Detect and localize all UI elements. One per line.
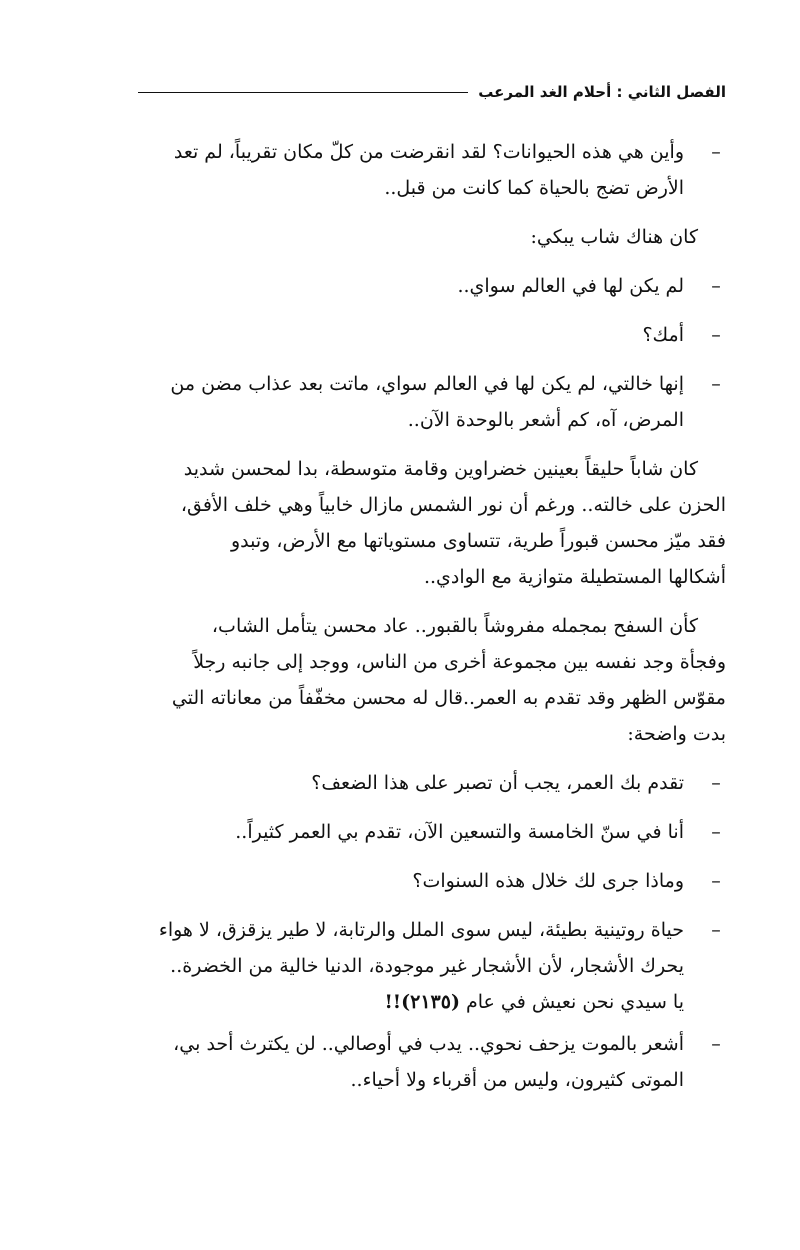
page-body: [72, 134, 726, 1111]
text-line: أمك؟: [642, 324, 684, 346]
year-bold: (٢١٣٥)!!: [384, 991, 460, 1013]
running-header: [72, 78, 726, 106]
chapter-title: الفصل الثاني : أحلام الغد المرعب: [478, 83, 726, 101]
text-line: كأن السفح بمجمله مفروشاً بالقبور.. عاد محسن يتأمل الشاب،: [211, 615, 698, 637]
dialogue-dash: –: [711, 919, 721, 941]
text-line: [72, 984, 684, 1020]
text-line: بدت واضحة:: [627, 723, 726, 745]
dialogue-line: [72, 912, 726, 1020]
text-line: حياة روتينية بطيئة، ليس سوى الملل والرتابة، لا طير يزقزق، لا هواء: [158, 919, 684, 941]
dialogue-line: [72, 268, 726, 304]
paragraph: [72, 219, 726, 255]
text-line: كان هناك شاب يبكي:: [530, 226, 698, 248]
text-line: فقد ميّز محسن قبوراً طرية، تتساوى مستوياتها مع الأرض، وتبدو: [231, 530, 726, 552]
text-line: وماذا جرى لك خلال هذه السنوات؟: [412, 870, 684, 892]
dialogue-line: [72, 317, 726, 353]
dialogue-line: [72, 134, 726, 206]
dialogue-line: [72, 1026, 726, 1098]
dialogue-dash: –: [711, 772, 721, 794]
text-line: مقوّس الظهر وقد تقدم به العمر..قال له محسن مخفّفاً من معاناته التي: [171, 687, 726, 709]
paragraph: [72, 608, 726, 752]
dialogue-dash: –: [711, 1033, 721, 1055]
paragraph: [72, 451, 726, 595]
text-line: يحرك الأشجار، لأن الأشجار غير موجودة، الدنيا خالية من الخضرة..: [170, 955, 684, 977]
dialogue-dash: –: [711, 373, 721, 395]
dialogue-dash: –: [711, 275, 721, 297]
text-line: الموتى كثيرون، وليس من أقرباء ولا أحياء..: [350, 1069, 684, 1091]
header-rule: [138, 92, 468, 93]
dialogue-dash: –: [711, 821, 721, 843]
text-line: وفجأة وجد نفسه بين مجموعة أخرى من الناس، ووجد إلى جانبه رجلاً: [193, 651, 726, 673]
dialogue-line: [72, 765, 726, 801]
text-line: الحزن على خالته.. ورغم أن نور الشمس مازال خابياً وهي خلف الأفق،: [180, 494, 726, 516]
dialogue-dash: –: [711, 870, 721, 892]
dialogue-dash: –: [711, 324, 721, 346]
text-line: لم يكن لها في العالم سواي..: [457, 275, 684, 297]
text-line: أشعر بالموت يزحف نحوي.. يدب في أوصالي.. لن يكترث أحد بي،: [173, 1033, 684, 1055]
text-line: إنها خالتي، لم يكن لها في العالم سواي، ماتت بعد عذاب مضن من: [170, 373, 684, 395]
dialogue-dash: –: [711, 141, 721, 163]
dialogue-line: [72, 814, 726, 850]
text-line: كان شاباً حليقاً بعينين خضراوين وقامة متوسطة، بدا لمحسن شديد: [183, 458, 698, 480]
text-fragment: يا سيدي نحن نعيش في عام: [459, 991, 684, 1013]
dialogue-line: [72, 366, 726, 438]
text-line: تقدم بك العمر، يجب أن تصبر على هذا الضعف؟: [311, 772, 684, 794]
text-line: المرض، آه، كم أشعر بالوحدة الآن..: [407, 409, 684, 431]
text-line: أنا في سنّ الخامسة والتسعين الآن، تقدم بي العمر كثيراً..: [235, 821, 684, 843]
text-line: أشكالها المستطيلة متوازية مع الوادي..: [423, 566, 726, 588]
text-line: الأرض تضج بالحياة كما كانت من قبل..: [384, 177, 684, 199]
text-line: وأين هي هذه الحيوانات؟ لقد انقرضت من كلّ مكان تقريباً، لم تعد: [173, 141, 684, 163]
dialogue-line: [72, 863, 726, 899]
